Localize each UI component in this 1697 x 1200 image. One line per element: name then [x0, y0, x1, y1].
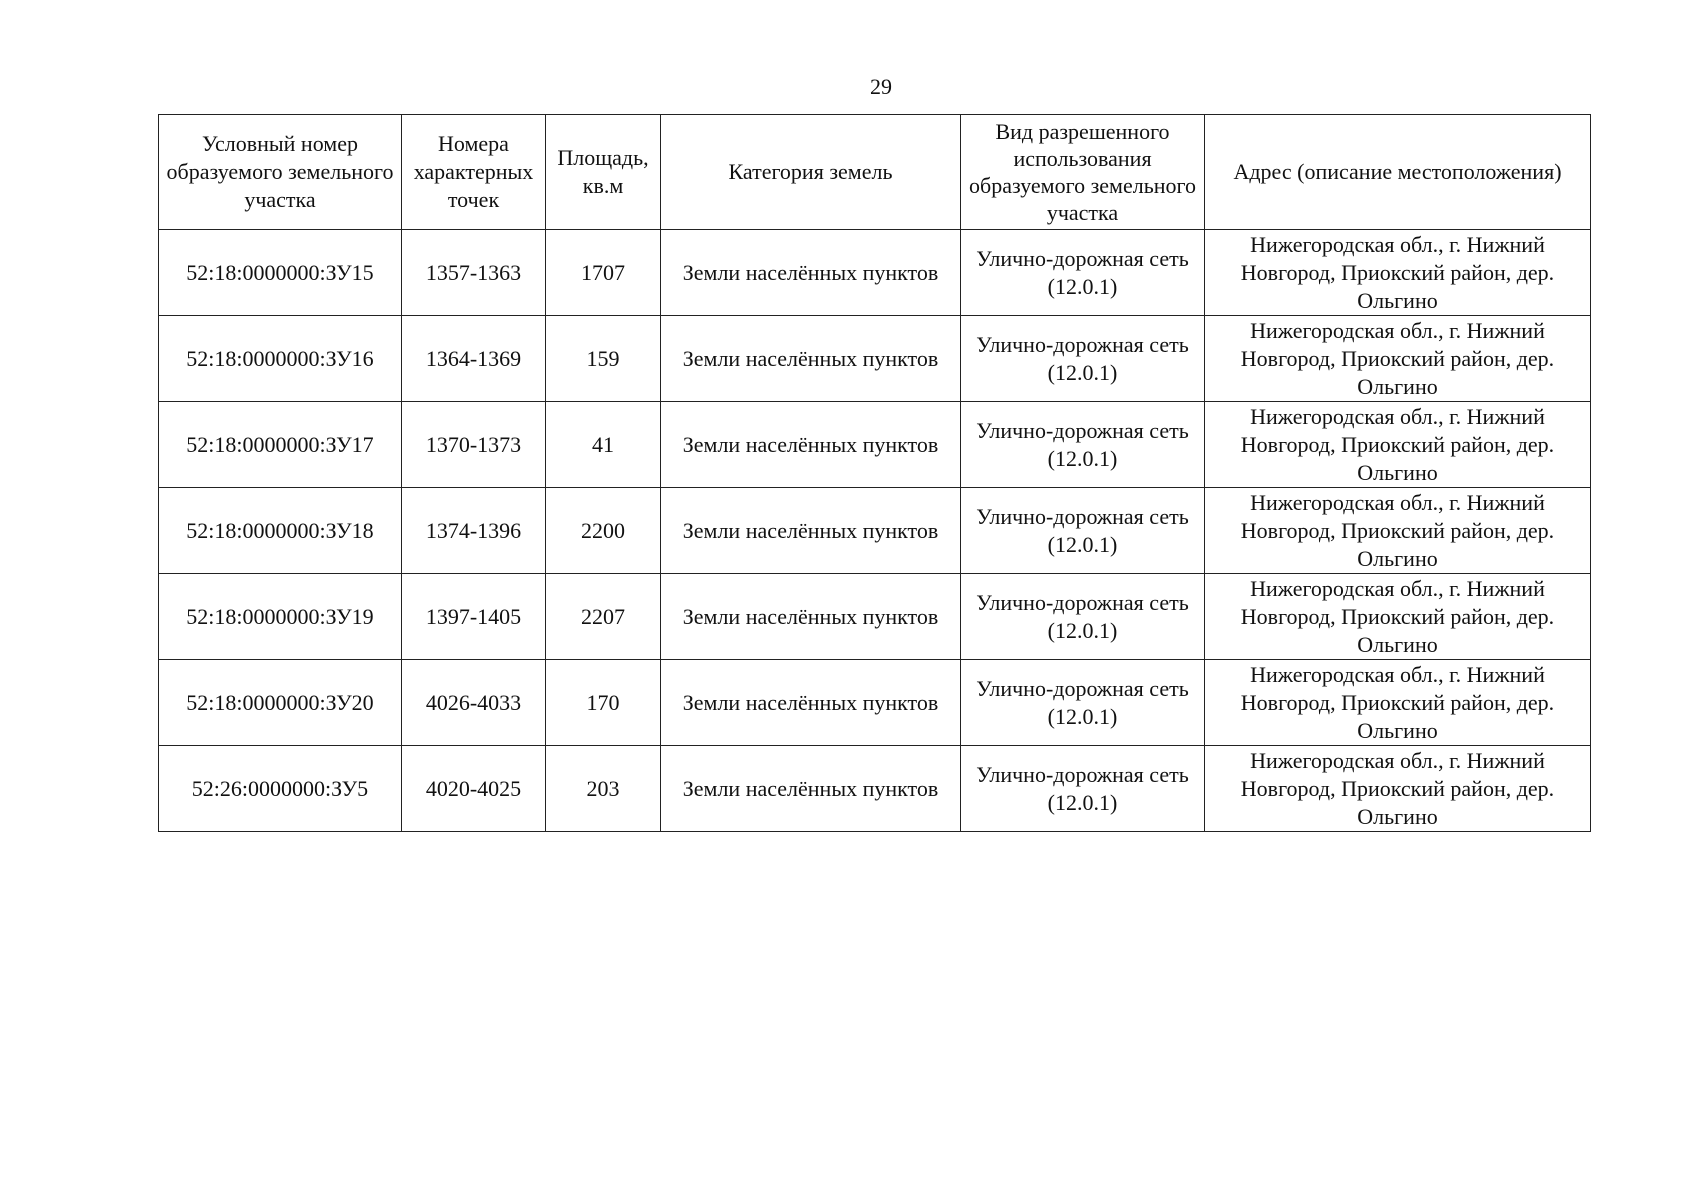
table-row	[159, 402, 1591, 488]
cell-permitted-use: Улично-дорожная сеть (12.0.1)	[961, 574, 1205, 660]
cell-plot-number: 52:18:0000000:ЗУ17	[159, 402, 402, 488]
cell-plot-number: 52:26:0000000:ЗУ5	[159, 746, 402, 832]
cell-permitted-use: Улично-дорожная сеть (12.0.1)	[961, 230, 1205, 316]
cell-address: Нижегородская обл., г. Нижний Новгород, Приокский район, дер. Ольгино	[1205, 402, 1591, 488]
cell-plot-number: 52:18:0000000:ЗУ19	[159, 574, 402, 660]
cell-area: 203	[546, 746, 661, 832]
cell-permitted-use: Улично-дорожная сеть (12.0.1)	[961, 402, 1205, 488]
cell-points: 1364-1369	[402, 316, 546, 402]
cell-area: 170	[546, 660, 661, 746]
table-row	[159, 746, 1591, 832]
cell-points: 1374-1396	[402, 488, 546, 574]
table-row	[159, 574, 1591, 660]
cell-address: Нижегородская обл., г. Нижний Новгород, Приокский район, дер. Ольгино	[1205, 230, 1591, 316]
cell-permitted-use: Улично-дорожная сеть (12.0.1)	[961, 488, 1205, 574]
cell-category: Земли населённых пунктов	[661, 230, 961, 316]
cell-category: Земли населённых пунктов	[661, 316, 961, 402]
cell-permitted-use: Улично-дорожная сеть (12.0.1)	[961, 316, 1205, 402]
header-plot-number: Условный номер образуемого земельного участка	[159, 115, 402, 230]
land-plots-table	[158, 114, 1591, 832]
cell-area: 41	[546, 402, 661, 488]
cell-category: Земли населённых пунктов	[661, 746, 961, 832]
cell-area: 1707	[546, 230, 661, 316]
cell-permitted-use: Улично-дорожная сеть (12.0.1)	[961, 660, 1205, 746]
cell-plot-number: 52:18:0000000:ЗУ18	[159, 488, 402, 574]
table-row	[159, 230, 1591, 316]
cell-area: 2200	[546, 488, 661, 574]
cell-plot-number: 52:18:0000000:ЗУ15	[159, 230, 402, 316]
cell-category: Земли населённых пунктов	[661, 402, 961, 488]
header-points: Номера характерных точек	[402, 115, 546, 230]
cell-points: 1370-1373	[402, 402, 546, 488]
cell-category: Земли населённых пунктов	[661, 660, 961, 746]
cell-category: Земли населённых пунктов	[661, 574, 961, 660]
page-number: 29	[870, 74, 892, 99]
table-row	[159, 660, 1591, 746]
cell-address: Нижегородская обл., г. Нижний Новгород, Приокский район, дер. Ольгино	[1205, 316, 1591, 402]
cell-permitted-use: Улично-дорожная сеть (12.0.1)	[961, 746, 1205, 832]
cell-plot-number: 52:18:0000000:ЗУ20	[159, 660, 402, 746]
cell-points: 1397-1405	[402, 574, 546, 660]
cell-points: 4020-4025	[402, 746, 546, 832]
cell-address: Нижегородская обл., г. Нижний Новгород, Приокский район, дер. Ольгино	[1205, 746, 1591, 832]
cell-address: Нижегородская обл., г. Нижний Новгород, Приокский район, дер. Ольгино	[1205, 574, 1591, 660]
table-row	[159, 488, 1591, 574]
cell-points: 1357-1363	[402, 230, 546, 316]
cell-area: 159	[546, 316, 661, 402]
header-area: Площадь, кв.м	[546, 115, 661, 230]
cell-address: Нижегородская обл., г. Нижний Новгород, Приокский район, дер. Ольгино	[1205, 488, 1591, 574]
cell-category: Земли населённых пунктов	[661, 488, 961, 574]
cell-plot-number: 52:18:0000000:ЗУ16	[159, 316, 402, 402]
table-row	[159, 316, 1591, 402]
cell-area: 2207	[546, 574, 661, 660]
header-permitted-use: Вид разрешенного использования образуемого земельного участка	[961, 115, 1205, 230]
cell-points: 4026-4033	[402, 660, 546, 746]
header-category: Категория земель	[661, 115, 961, 230]
cell-address: Нижегородская обл., г. Нижний Новгород, Приокский район, дер. Ольгино	[1205, 660, 1591, 746]
table-header-row	[159, 115, 1591, 230]
header-address: Адрес (описание местоположения)	[1205, 115, 1591, 230]
